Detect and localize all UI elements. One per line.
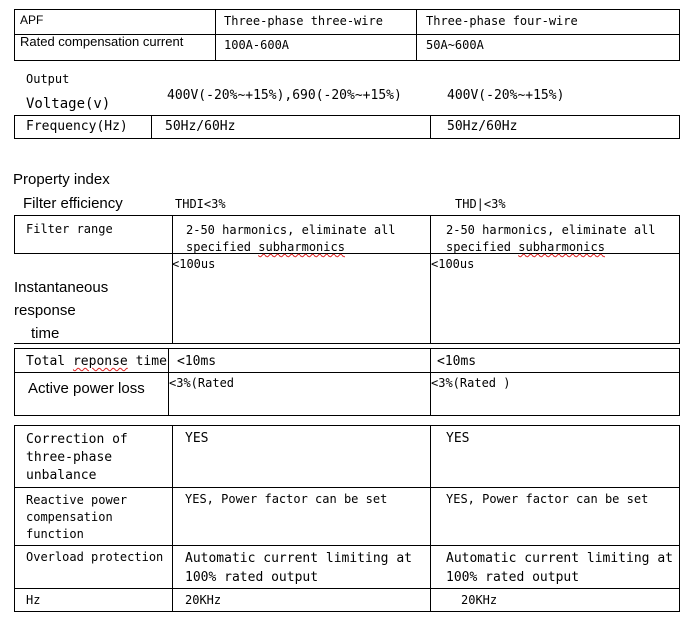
voltage-label: Voltage(v) xyxy=(26,96,111,112)
overload-three-wire: Automatic current limiting at 100% rated output xyxy=(185,551,412,585)
reactive-power-three-wire: YES, Power factor can be set xyxy=(185,492,388,506)
total-response-three-wire: <10ms xyxy=(177,354,217,369)
filter-efficiency-four-wire: THD|<3% xyxy=(455,197,506,211)
filter-range-label: Filter range xyxy=(26,222,113,236)
instant-response-label: Instantaneous response time xyxy=(14,279,109,342)
instant-response-four-wire: <100us xyxy=(431,257,475,271)
reactive-power-label: Reactive power compensation function xyxy=(26,493,128,541)
reactive-power-four-wire: YES, Power factor can be set xyxy=(446,492,649,506)
three-wire-header: Three-phase three-wire xyxy=(224,14,383,28)
frequency-label: Frequency(Hz) xyxy=(26,119,128,134)
filter-range-four-wire: 2-50 harmonics, eliminate all specified subharmonics xyxy=(446,223,656,254)
filter-efficiency-three-wire: THDI<3% xyxy=(175,197,226,211)
property-index-heading: Property index xyxy=(13,171,110,188)
instant-response-three-wire: <100us xyxy=(172,257,216,271)
overload-protection-label: Overload protection xyxy=(26,550,164,564)
frequency-four-wire: 50Hz/60Hz xyxy=(447,119,518,134)
correction-four-wire: YES xyxy=(446,431,470,446)
correction-three-wire: YES xyxy=(185,431,209,446)
active-power-loss-label: Active power loss xyxy=(28,380,145,397)
voltage-four-wire: 400V(-20%~+15%) xyxy=(447,88,565,103)
output-heading: Output xyxy=(26,72,70,86)
hz-label: Hz xyxy=(26,593,41,607)
total-response-four-wire: <10ms xyxy=(437,354,477,369)
correction-unbalance-label: Correction of three-phase unbalance xyxy=(26,432,128,483)
active-power-loss-three-wire: <3%(Rated xyxy=(169,376,235,390)
rated-current-four-wire: 50A~600A xyxy=(426,38,484,52)
voltage-three-wire: 400V(-20%~+15%),690(-20%~+15%) xyxy=(167,88,402,103)
overload-four-wire: Automatic current limiting at 100% rated output xyxy=(446,551,673,585)
four-wire-header: Three-phase four-wire xyxy=(426,14,578,28)
rated-current-label: Rated compensation current xyxy=(20,34,184,49)
apf-header: APF xyxy=(20,13,44,27)
active-power-loss-four-wire: <3%(Rated ) xyxy=(431,376,511,390)
filter-range-three-wire: 2-50 harmonics, eliminate all specified subharmonics xyxy=(186,223,396,254)
total-response-label: Total reponse time xyxy=(26,354,167,369)
filter-efficiency-label: Filter efficiency xyxy=(23,195,123,212)
hz-four-wire: 20KHz xyxy=(461,593,498,607)
frequency-three-wire: 50Hz/60Hz xyxy=(165,119,236,134)
rated-current-three-wire: 100A-600A xyxy=(224,38,290,52)
hz-three-wire: 20KHz xyxy=(185,593,222,607)
